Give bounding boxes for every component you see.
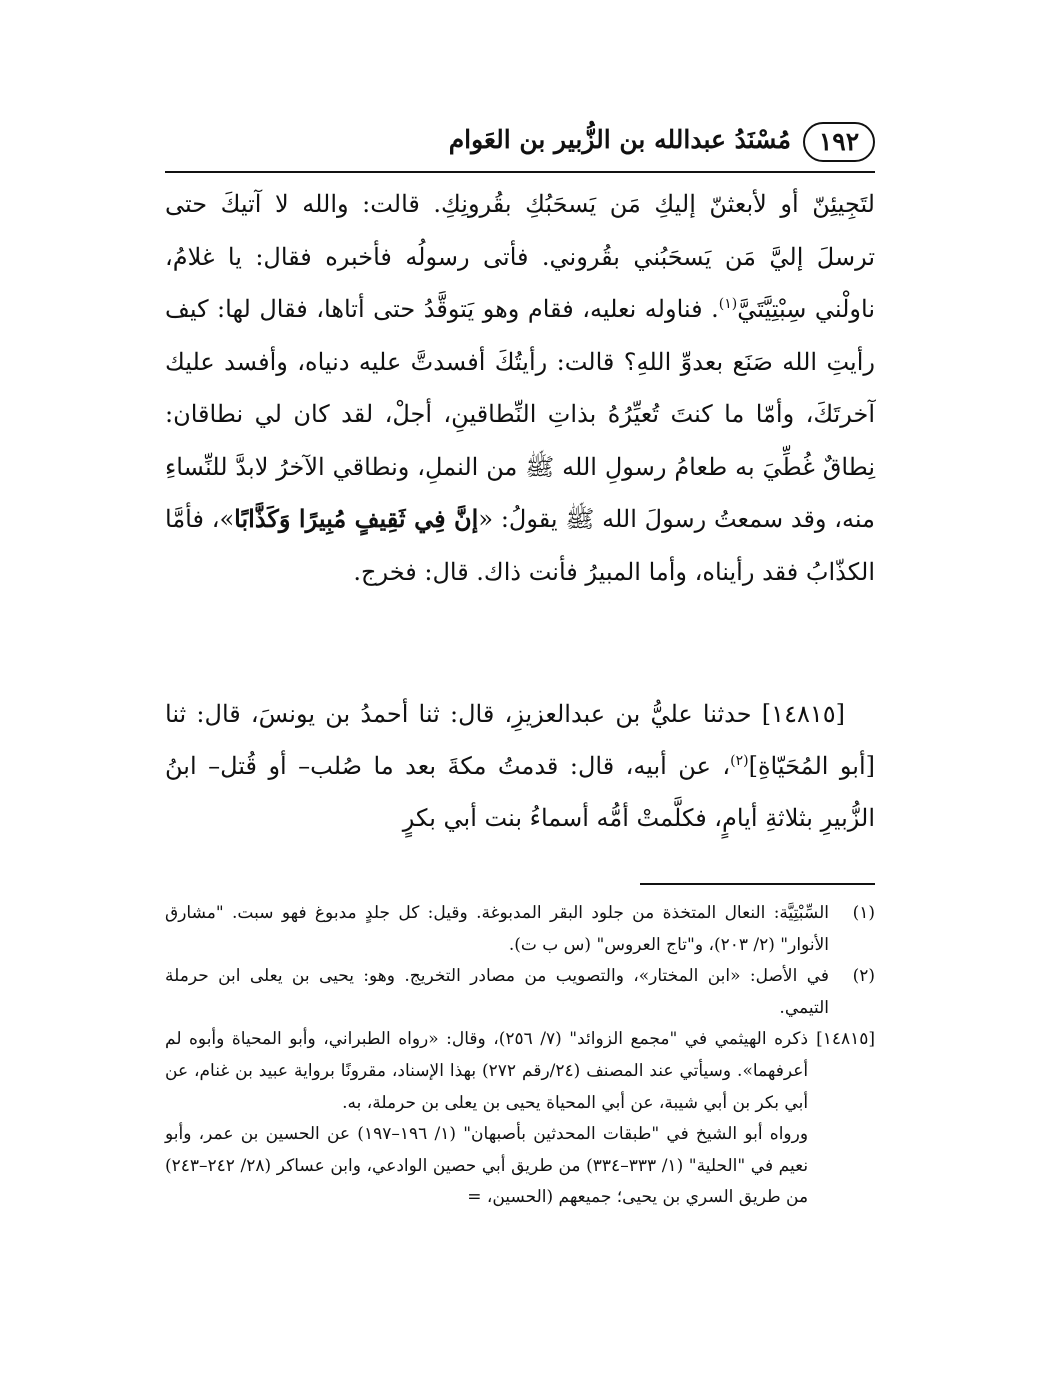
footnote-text: ذكره الهيثمي في "مجمع الزوائد" (٧/ ٢٥٦)، وقال: «رواه الطبراني، وأبو المحياة وأبوه لم أعرفهما». وسيأتي عند المصنف (٢٤/رقم ٢٧٢) بهذا الإسناد، مقرونًا برواية عبيد بن غنام، عن أبي بكر بن أبي شيبة، عن أبي المحياة يحيى بن يعلى بن حرملة، به. bbox=[165, 1029, 809, 1113]
footnote-text: السِّبْتِيَّة: النعال المتخذة من جلود البقر المدبوغة. وقيل: كل جلدٍ مدبوغ فهو سبت. "مشارق الأنوار" (٢/ ٢٠٣)، و"تاج العروس" (س ب ت). bbox=[165, 903, 829, 955]
hadith-quote: إنَّ فِي ثَقِيفٍ مُبِيرًا وَكَذَّابًا bbox=[234, 504, 479, 533]
page-number-badge: ١٩٢ bbox=[803, 122, 875, 162]
footnote-label: [١٤٨١٥] bbox=[816, 1029, 875, 1050]
page-header bbox=[165, 118, 875, 166]
footnote-text-continued: ورواه أبو الشيخ في "طبقات المحدثين بأصبهان" (١/ ١٩٦–١٩٧) عن الحسين بن عمر، وأبو نعيم في "الحلية" (١/ ٣٣٣–٣٣٤) من طريق أبي حصين الوادعي، وابن عساكر (٢٨/ ٢٤٢–٢٤٣) من طريق السري بن يحيى؛ جميعهم (الحسين، = bbox=[165, 1124, 809, 1208]
footnote-ref-1[interactable]: (١) bbox=[718, 296, 738, 312]
hadith-text-part: ، عن أبيه، قال: قدمتُ مكةَ بعد ما صُلب– أو قُتل– ابنُ الزُّبيرِ بثلاثةِ أيامٍ، فكلَّمتْ أمُّه أسماءُ بنت أبي بكرٍ bbox=[165, 752, 875, 832]
footnote-ref-2[interactable]: (٢) bbox=[730, 753, 749, 769]
body-text-part: »، فأمَّا الكذّابُ فقد رأيناه، وأما المبيرُ فأنت ذاك. قال: فخرج. bbox=[165, 505, 875, 586]
hadith-entry bbox=[165, 688, 875, 844]
body-text-part: . فناوله نعليه، فقام وهو يَتوقَّدُ حتى أتاها، فقال لها: كيف رأيتِ الله صَنَع بعدوِّ اللهِ؟ قالت: رأيتُكَ أفسدتَّ عليه دنياه، وأفسد عليك آخرتَكَ، وأمّا ما كنتَ تُعيِّرُهُ بذاتِ النِّطاقينِ، أجلْ، لقد كان لي نطاقان: نِطاقٌ غُطِّيَ به طعامُ رسولِ الله ﷺ من النملِ، ونطاقي الآخرُ لابدَّ للنِّساءِ منه، وقد سمعتُ رسولَ الله ﷺ يقولُ: « bbox=[165, 295, 876, 533]
body-text-part: لتَجِيئِنّ أو لأبعثنّ إليكِ مَن يَسحَبُكِ بقُرونِكِ. قالت: والله لا آتيكَ حتى ترسلَ إليَّ مَن يَسحَبُني بقُروني. فأتى رسولُه فأخبره فقال: يا غلامُ، ناولْني سِبْتِيَّتَيَّ bbox=[165, 190, 876, 323]
footnotes bbox=[165, 898, 875, 1214]
footnote-text: في الأصل: «ابن المختار»، والتصويب من مصادر التخريج. وهو: يحيى بن يعلى ابن حرملة التيمي. bbox=[165, 966, 829, 1018]
header-divider bbox=[165, 171, 875, 173]
footnote-label: (١) bbox=[852, 903, 875, 923]
footnote-divider bbox=[640, 883, 875, 885]
hadith-number: [١٤٨١٥] bbox=[761, 700, 845, 728]
hadith-text-part: حدثنا عليُّ بن عبدالعزيزِ، قال: ثنا أحمدُ بن يونسَ، قال: ثنا [أبو المُحَيّاةِ] bbox=[165, 700, 875, 780]
footnote-2 bbox=[165, 961, 875, 1024]
body-paragraph bbox=[165, 178, 875, 598]
footnote-label: (٢) bbox=[852, 966, 875, 987]
footnote-text-block bbox=[165, 1024, 808, 1214]
footnote-1 bbox=[165, 898, 875, 961]
hadith-paragraph bbox=[165, 688, 875, 844]
footnote-hadith-takhrij bbox=[165, 1024, 875, 1214]
running-title: مُسْنَدُ عبدالله بن الزُّبير بن العَوام bbox=[448, 125, 791, 154]
main-text bbox=[165, 178, 875, 598]
